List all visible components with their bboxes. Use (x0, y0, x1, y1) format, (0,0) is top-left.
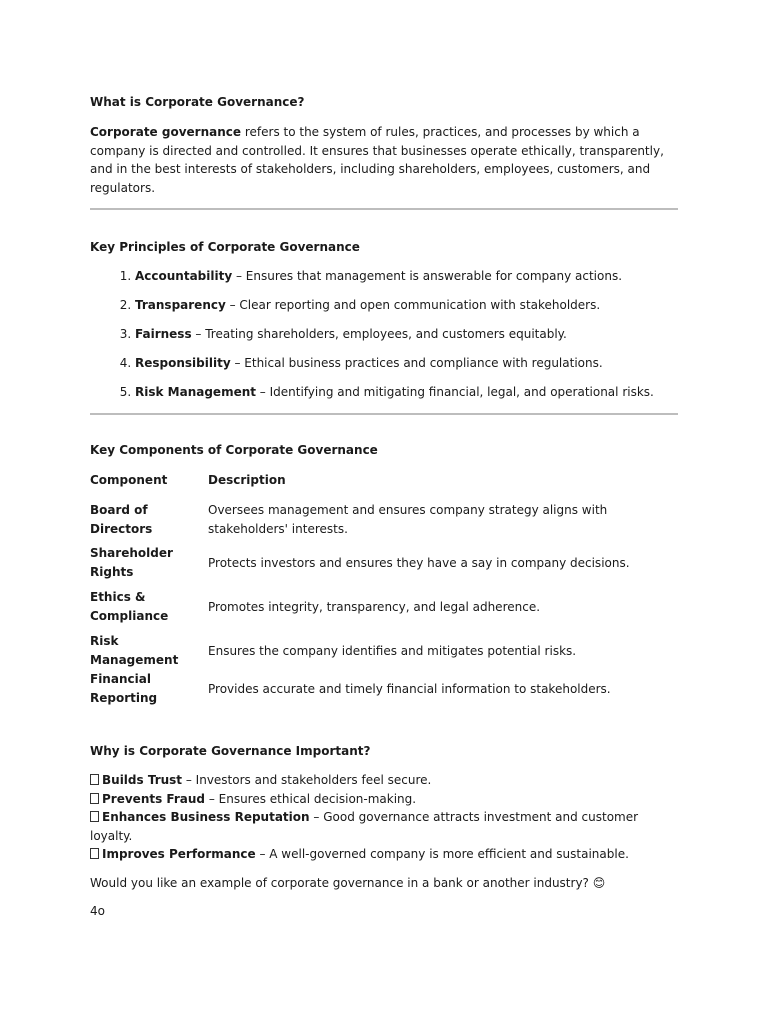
heading-importance: Why is Corporate Governance Important? (90, 744, 371, 758)
principle-term: Transparency (135, 298, 226, 312)
description-cell: Protects investors and ensures they have a say in company decisions. (208, 555, 630, 570)
importance-text: – Good governance attracts investment and customer loyalty. (90, 810, 639, 843)
principle-term: Fairness (135, 327, 192, 341)
list-item (90, 845, 678, 864)
principle-term: Responsibility (135, 356, 231, 370)
principles-list (90, 267, 678, 401)
document-content (90, 93, 678, 921)
table-row (90, 582, 678, 632)
table-row (90, 670, 678, 708)
importance-text: – Ensures ethical decision-making. (205, 791, 417, 806)
table-row (90, 544, 678, 582)
table-row (90, 632, 678, 670)
importance-term: Prevents Fraud (102, 791, 205, 806)
missing-glyph-icon (90, 811, 99, 822)
table-header-row (90, 465, 678, 496)
principle-text: – Clear reporting and open communication with stakeholders. (225, 298, 601, 312)
principle-term: Accountability (135, 269, 233, 283)
description-cell: Promotes integrity, transparency, and legal adherence. (208, 599, 541, 614)
intro-paragraph (90, 123, 678, 197)
divider-2 (90, 413, 678, 415)
heading-what-is: What is Corporate Governance? (90, 95, 305, 109)
principle-term: Risk Management (135, 385, 256, 399)
components-table (90, 465, 678, 708)
closing-question (90, 874, 678, 893)
importance-term: Enhances Business Reputation (102, 810, 310, 824)
table-row (90, 496, 678, 544)
list-item (90, 808, 678, 845)
component-cell: Financial Reporting (90, 672, 158, 705)
component-cell: Board of Directors (90, 503, 153, 536)
importance-text: – A well-governed company is more efficient and sustainable. (255, 847, 629, 861)
principle-text: – Ensures that management is answerable for company actions. (232, 269, 623, 283)
description-cell: Provides accurate and timely financial information to stakeholders. (208, 681, 611, 696)
description-cell: Oversees management and ensures company strategy aligns with stakeholders' interests. (208, 503, 608, 536)
principle-item (135, 383, 678, 401)
heading-principles: Key Principles of Corporate Governance (90, 240, 360, 254)
component-cell: Risk Management (90, 634, 179, 667)
component-cell: Ethics & Compliance (90, 590, 169, 623)
model-label: 4o (90, 904, 105, 918)
intro-text: refers to the system of rules, practices, and processes by which a company is directed and controlled. It ensures that businesses operate ethically, transparently, and in the best interests of stakeholders, including shareholders, employees, customers, and regulators. (90, 125, 664, 195)
list-item (90, 771, 678, 790)
list-item (90, 790, 678, 809)
column-header-description: Description (208, 473, 286, 487)
principle-text: – Treating shareholders, employees, and customers equitably. (191, 327, 567, 341)
principle-item (135, 325, 678, 343)
missing-glyph-icon (90, 848, 99, 859)
principle-text: – Ethical business practices and compliance with regulations. (230, 356, 603, 370)
principle-text: – Identifying and mitigating financial, legal, and operational risks. (255, 385, 654, 399)
description-cell: Ensures the company identifies and mitigates potential risks. (208, 643, 577, 658)
principle-item (135, 267, 678, 285)
component-cell: Shareholder Rights (90, 546, 173, 579)
smiley-icon: 😊 (592, 875, 606, 890)
heading-components: Key Components of Corporate Governance (90, 443, 378, 457)
divider-1 (90, 208, 678, 210)
principle-item (135, 354, 678, 372)
importance-text: – Investors and stakeholders feel secure. (182, 773, 432, 787)
missing-glyph-icon (90, 793, 99, 804)
column-header-component: Component (90, 473, 168, 487)
principle-item (135, 296, 678, 314)
importance-list (90, 771, 678, 864)
question-text: Would you like an example of corporate governance in a bank or another industry? (90, 875, 589, 890)
intro-bold-term: Corporate governance (90, 125, 242, 139)
importance-term: Improves Performance (102, 847, 256, 861)
missing-glyph-icon (90, 774, 99, 785)
importance-term: Builds Trust (102, 773, 183, 787)
